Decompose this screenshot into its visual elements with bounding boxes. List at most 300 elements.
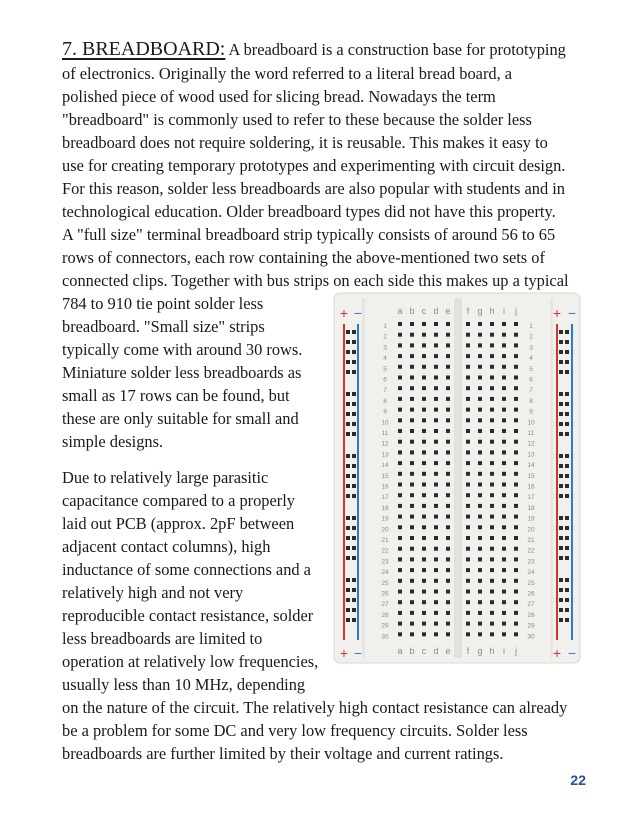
contact-hole [466,397,470,401]
contact-hole [514,461,518,465]
text-line: rows of connectors, each row containing the above-mentioned two sets of [62,248,545,267]
contact-hole [514,493,518,497]
rail-hole [352,454,356,458]
column-label-e: e [445,306,451,316]
contact-hole [502,632,506,636]
row-number-left: 4 [383,355,387,363]
contact-hole [478,397,482,401]
rail-hole [352,370,356,374]
row-number-left: 24 [381,569,389,577]
rail-hole [565,556,569,560]
contact-hole [514,590,518,594]
contact-hole [502,450,506,454]
column-label-g: g [477,306,483,316]
contact-hole [398,547,402,551]
contact-hole [490,568,494,572]
left-groove [362,298,365,658]
row-number-left: 19 [381,515,389,523]
rail-hole [565,432,569,436]
text-line: simple designs. [62,432,164,451]
rail-hole [565,422,569,426]
rail-hole [559,412,563,416]
contact-hole [466,429,470,433]
contact-hole [490,365,494,369]
contact-hole [478,365,482,369]
contact-hole [434,590,438,594]
row-number-left: 30 [381,633,389,641]
contact-hole [514,429,518,433]
contact-hole [478,343,482,347]
column-label-b-bottom: b [409,646,415,656]
text-line: operation at relatively low frequencies, [62,652,319,671]
rail-hole [565,370,569,374]
rail-hole [565,454,569,458]
rail-hole [559,330,563,334]
contact-hole [398,418,402,422]
contact-hole [398,376,402,380]
contact-hole [478,590,482,594]
row-number-right: 26 [527,590,535,598]
row-number-right: 11 [527,430,535,437]
column-label-b: b [409,306,415,316]
contact-hole [514,483,518,487]
breadboard-figure [333,292,581,664]
contact-hole [398,429,402,433]
contact-hole [398,632,402,636]
rail-hole [346,350,350,354]
contact-hole [490,440,494,444]
rail-hole [346,494,350,498]
contact-hole [466,322,470,326]
rail-hole [352,484,356,488]
rail-hole [352,432,356,436]
contact-hole [446,579,450,583]
contact-hole [410,536,414,540]
contact-hole [446,333,450,337]
rail-hole [559,454,563,458]
contact-hole [478,472,482,476]
rail-hole [346,536,350,540]
contact-hole [446,440,450,444]
contact-hole [466,354,470,358]
rail-hole [346,484,350,488]
plus-sign-bottom-right: + [552,645,562,661]
contact-hole [446,622,450,626]
contact-hole [502,525,506,529]
contact-hole [422,461,426,465]
row-number-left: 13 [381,451,389,459]
contact-hole [514,579,518,583]
contact-hole [398,579,402,583]
rail-hole [559,392,563,396]
contact-hole [514,365,518,369]
contact-hole [478,600,482,604]
contact-hole [410,354,414,358]
text-line: less breadboards are limited to [62,629,263,648]
contact-hole [514,568,518,572]
contact-hole [502,440,506,444]
plus-sign-bottom-left: + [339,645,349,661]
rail-hole [346,608,350,612]
contact-hole [434,450,438,454]
row-number-left: 23 [381,558,389,566]
column-label-h: h [489,306,495,316]
contact-hole [478,461,482,465]
row-number-right: 29 [527,622,535,630]
contact-hole [466,450,470,454]
contact-hole [478,557,482,561]
contact-hole [398,365,402,369]
contact-hole [422,376,426,380]
text-line: For this reason, solder less breadboards are also popular with students and in [62,179,565,198]
contact-hole [410,515,414,519]
row-number-left: 9 [383,408,387,416]
rail-hole [565,578,569,582]
row-number-left: 27 [381,601,389,609]
contact-hole [490,343,494,347]
contact-hole [398,450,402,454]
contact-hole [446,525,450,529]
contact-hole [398,472,402,476]
contact-hole [502,333,506,337]
contact-hole [466,418,470,422]
contact-hole [422,493,426,497]
text-line: adjacent contact columns), high [62,537,271,556]
row-number-right: 7 [529,387,533,395]
text-line: on the nature of the circuit. The relatively high contact resistance can already [62,698,568,717]
contact-hole [502,568,506,572]
contact-hole [434,515,438,519]
contact-hole [478,493,482,497]
row-number-right: 30 [527,633,535,641]
contact-hole [398,483,402,487]
contact-hole [434,557,438,561]
contact-hole [514,504,518,508]
rail-hole [559,598,563,602]
contact-hole [490,429,494,433]
rail-hole [559,494,563,498]
contact-hole [410,525,414,529]
contact-hole [466,557,470,561]
contact-hole [466,568,470,572]
contact-hole [466,600,470,604]
contact-hole [502,365,506,369]
rail-hole [346,392,350,396]
row-number-left: 26 [381,590,389,598]
contact-hole [490,622,494,626]
contact-hole [398,590,402,594]
rail-hole [352,494,356,498]
contact-hole [478,386,482,390]
contact-hole [434,536,438,540]
rail-hole [559,474,563,478]
contact-hole [434,600,438,604]
contact-hole [478,333,482,337]
contact-hole [422,354,426,358]
row-number-left: 7 [383,387,387,395]
contact-hole [490,590,494,594]
text-line: breadboard. "Small size" strips [62,317,265,336]
text-line: of electronics. Originally the word referred to a literal bread board, a [62,64,513,83]
rail-hole [559,402,563,406]
rail-hole [565,330,569,334]
contact-hole [422,483,426,487]
contact-hole [410,493,414,497]
text-line: Miniature solder less breadboards as [62,363,302,382]
contact-hole [502,515,506,519]
contact-hole [434,418,438,422]
contact-hole [434,611,438,615]
rail-hole [559,484,563,488]
row-number-right: 23 [527,558,535,566]
contact-hole [466,333,470,337]
rail-hole [559,536,563,540]
contact-hole [446,590,450,594]
contact-hole [410,579,414,583]
row-number-left: 25 [381,579,389,587]
contact-hole [478,376,482,380]
contact-hole [514,333,518,337]
contact-hole [446,632,450,636]
row-number-left: 6 [383,376,387,384]
contact-hole [434,365,438,369]
contact-hole [502,376,506,380]
column-label-h-bottom: h [489,646,495,656]
rail-hole [346,464,350,468]
column-label-f: f [466,306,470,316]
contact-hole [422,632,426,636]
text-line: inductance of some connections and a [62,560,311,579]
contact-hole [490,408,494,412]
contact-hole [410,418,414,422]
row-number-right: 20 [527,526,535,534]
contact-hole [398,611,402,615]
contact-hole [446,547,450,551]
rail-hole [565,546,569,550]
contact-hole [490,472,494,476]
contact-hole [446,354,450,358]
contact-hole [466,504,470,508]
contact-hole [478,579,482,583]
row-number-right: 4 [529,355,533,363]
contact-hole [410,408,414,412]
row-number-right: 17 [527,494,535,502]
contact-hole [398,536,402,540]
contact-hole [466,515,470,519]
row-number-right: 10 [527,419,535,427]
breadboard-image [333,292,581,664]
contact-hole [398,557,402,561]
right-groove [550,298,553,658]
contact-hole [502,461,506,465]
contact-hole [478,429,482,433]
rail-hole [346,598,350,602]
row-number-right: 9 [529,408,533,416]
rail-hole [346,412,350,416]
contact-hole [490,525,494,529]
contact-hole [410,600,414,604]
contact-hole [398,525,402,529]
contact-hole [514,322,518,326]
contact-hole [434,333,438,337]
contact-hole [422,504,426,508]
contact-hole [410,397,414,401]
rail-hole [559,432,563,436]
contact-hole [502,611,506,615]
rail-hole [352,578,356,582]
column-label-a: a [397,306,403,316]
column-label-f-bottom: f [466,646,470,656]
contact-hole [490,504,494,508]
column-label-e-bottom: e [445,646,451,656]
row-number-left: 5 [383,365,387,373]
contact-hole [410,504,414,508]
row-number-left: 17 [381,494,389,502]
contact-hole [446,504,450,508]
row-number-right: 2 [529,333,533,341]
contact-hole [434,632,438,636]
rail-hole [565,360,569,364]
contact-hole [422,536,426,540]
contact-hole [478,450,482,454]
contact-hole [434,568,438,572]
row-number-left: 12 [381,440,389,448]
contact-hole [502,343,506,347]
text-line: these are only suitable for small and [62,409,299,428]
contact-hole [502,354,506,358]
rail-hole [559,340,563,344]
contact-hole [502,504,506,508]
rail-hole [346,578,350,582]
contact-hole [446,461,450,465]
contact-hole [478,611,482,615]
contact-hole [398,622,402,626]
contact-hole [490,557,494,561]
contact-hole [446,557,450,561]
rail-hole [346,588,350,592]
rail-hole [352,402,356,406]
contact-hole [446,429,450,433]
rail-hole [352,360,356,364]
rail-hole [565,618,569,622]
contact-hole [422,568,426,572]
contact-hole [490,354,494,358]
contact-hole [410,590,414,594]
contact-hole [422,386,426,390]
row-number-right: 28 [527,611,535,619]
contact-hole [434,386,438,390]
rail-hole [346,432,350,436]
rail-hole [559,608,563,612]
text-line: relatively high and not very [62,583,244,602]
contact-hole [466,343,470,347]
contact-hole [478,418,482,422]
rail-hole [352,608,356,612]
contact-hole [422,472,426,476]
row-number-left: 14 [381,462,389,470]
contact-hole [422,622,426,626]
contact-hole [434,354,438,358]
rail-hole [352,422,356,426]
contact-hole [478,536,482,540]
rail-hole [559,618,563,622]
row-number-right: 27 [527,601,535,609]
contact-hole [434,579,438,583]
rail-hole [346,360,350,364]
column-label-c: c [421,306,427,316]
row-number-right: 21 [527,537,535,544]
contact-hole [410,568,414,572]
contact-hole [490,450,494,454]
contact-hole [398,408,402,412]
contact-hole [490,418,494,422]
rail-hole [559,588,563,592]
rail-hole [565,526,569,530]
contact-hole [410,547,414,551]
contact-hole [502,429,506,433]
contact-hole [446,568,450,572]
rail-hole [559,464,563,468]
contact-hole [398,600,402,604]
rail-hole [352,618,356,622]
contact-hole [514,632,518,636]
contact-hole [446,493,450,497]
contact-hole [422,547,426,551]
contact-hole [490,376,494,380]
rail-hole [559,350,563,354]
text-line: usually less than 10 MHz, depending [62,675,306,694]
row-number-left: 11 [381,430,389,437]
row-number-right: 25 [527,579,535,587]
rail-hole [565,350,569,354]
row-number-left: 8 [383,397,387,405]
contact-hole [514,450,518,454]
text-line: 784 to 910 tie point solder less [62,294,264,313]
contact-hole [410,333,414,337]
contact-hole [502,493,506,497]
plus-sign-top-left: + [339,305,349,321]
column-label-i-bottom: i [503,646,505,656]
contact-hole [502,547,506,551]
contact-hole [466,493,470,497]
rail-hole [352,412,356,416]
contact-hole [446,515,450,519]
rail-hole [346,422,350,426]
rail-hole [565,494,569,498]
text-line: A "full size" terminal breadboard strip typically consists of around 56 to 65 [62,225,556,244]
contact-hole [478,632,482,636]
row-number-right: 18 [527,504,535,512]
rail-hole [559,546,563,550]
rail-hole [565,412,569,416]
text-line: breadboards are further limited by their voltage and current ratings. [62,744,504,763]
contact-hole [398,568,402,572]
rail-hole [559,360,563,364]
contact-hole [466,440,470,444]
text-line: laid out PCB (approx. 2pF between [62,514,295,533]
text-line: polished piece of wood used for slicing bread. Nowadays the term [62,87,496,106]
contact-hole [422,611,426,615]
contact-hole [478,547,482,551]
contact-hole [490,397,494,401]
contact-hole [434,322,438,326]
row-number-right: 6 [529,376,533,384]
contact-hole [446,483,450,487]
contact-hole [422,525,426,529]
contact-hole [398,354,402,358]
contact-hole [398,493,402,497]
contact-hole [410,450,414,454]
